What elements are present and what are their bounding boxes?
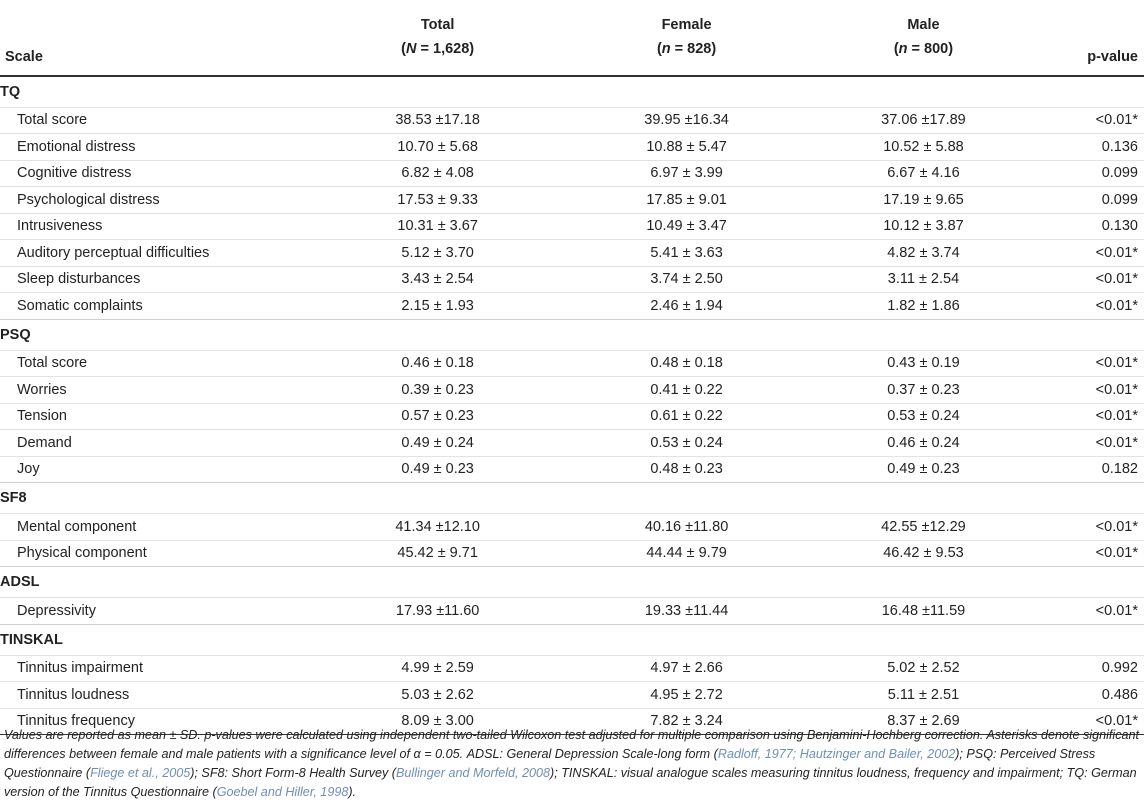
- cell-pvalue: <0.01*: [1036, 240, 1144, 267]
- cell-female: 44.44 ± 9.79: [562, 540, 811, 567]
- cell-pvalue: 0.130: [1036, 213, 1144, 240]
- table-row: [0, 598, 1144, 625]
- table-row: [0, 350, 1144, 377]
- cell-scale-label: Joy: [0, 456, 313, 483]
- table-row: [0, 377, 1144, 404]
- table-row: [0, 240, 1144, 267]
- cell-scale-label: Tinnitus impairment: [0, 655, 313, 682]
- cell-female: 40.16 ±11.80: [562, 514, 811, 541]
- cell-scale-label: Sleep disturbances: [0, 266, 313, 293]
- cell-scale-label: Demand: [0, 430, 313, 457]
- cell-total: 0.39 ± 0.23: [313, 377, 562, 404]
- cell-pvalue: 0.099: [1036, 187, 1144, 214]
- cell-female: 0.48 ± 0.18: [562, 350, 811, 377]
- cell-total: 10.31 ± 3.67: [313, 213, 562, 240]
- cell-male: 0.43 ± 0.19: [811, 350, 1036, 377]
- cell-male: 0.46 ± 0.24: [811, 430, 1036, 457]
- cell-pvalue: <0.01*: [1036, 266, 1144, 293]
- cell-female: 17.85 ± 9.01: [562, 187, 811, 214]
- header-male-n: (n = 800): [893, 41, 954, 57]
- cell-male: 46.42 ± 9.53: [811, 540, 1036, 567]
- cell-female: 5.41 ± 3.63: [562, 240, 811, 267]
- cell-male: 42.55 ±12.29: [811, 514, 1036, 541]
- header-female-label: Female: [661, 17, 712, 33]
- footnote-ref-radloff-hautzinger[interactable]: Radloff, 1977; Hautzinger and Bailer, 2002: [717, 747, 956, 761]
- header-total-n-symbol: N: [406, 41, 417, 57]
- table-footnote: [4, 726, 1140, 802]
- cell-scale-label: Depressivity: [0, 598, 313, 625]
- cell-total: 3.43 ± 2.54: [313, 266, 562, 293]
- cell-female: 3.74 ± 2.50: [562, 266, 811, 293]
- table-row: [0, 213, 1144, 240]
- table-row: [0, 514, 1144, 541]
- cell-scale-label: Auditory perceptual difficulties: [0, 240, 313, 267]
- cell-pvalue: <0.01*: [1036, 540, 1144, 567]
- table-row: [0, 266, 1144, 293]
- table-row: [0, 540, 1144, 567]
- cell-female: 0.41 ± 0.22: [562, 377, 811, 404]
- cell-male: 37.06 ±17.89: [811, 107, 1036, 134]
- table-row: [0, 430, 1144, 457]
- header-female-n-value: = 828): [670, 41, 717, 57]
- cell-male: 16.48 ±11.59: [811, 598, 1036, 625]
- cell-female: 6.97 ± 3.99: [562, 160, 811, 187]
- footnote-text-5: ).: [348, 785, 357, 799]
- cell-female: 10.49 ± 3.47: [562, 213, 811, 240]
- cell-male: 10.52 ± 5.88: [811, 134, 1036, 161]
- cell-female: 2.46 ± 1.94: [562, 293, 811, 320]
- cell-female: 7.82 ± 3.24: [562, 708, 811, 735]
- footnote-text-3: ); SF8: Short Form-8 Health Survey (: [190, 766, 396, 780]
- cell-male: 3.11 ± 2.54: [811, 266, 1036, 293]
- cell-female: 4.97 ± 2.66: [562, 655, 811, 682]
- cell-pvalue: <0.01*: [1036, 430, 1144, 457]
- cell-total: 4.99 ± 2.59: [313, 655, 562, 682]
- table-header-row: [0, 0, 1144, 76]
- cell-male: 6.67 ± 4.16: [811, 160, 1036, 187]
- header-female-n: (n = 828): [656, 41, 717, 57]
- cell-pvalue: <0.01*: [1036, 403, 1144, 430]
- cell-male: 17.19 ± 9.65: [811, 187, 1036, 214]
- header-total-n: (N = 1,628): [401, 41, 475, 57]
- header-male-label: Male: [907, 17, 940, 33]
- cell-scale-label: Mental component: [0, 514, 313, 541]
- footnote-text-4: ); TINSKAL: visual analogue scales measuring tinnitus loudness, frequency and impairment; TQ: German version of the Tinnitus Questionnaire (: [4, 766, 1137, 799]
- cell-female: 39.95 ±16.34: [562, 107, 811, 134]
- table-body: [0, 76, 1144, 735]
- table-row: [0, 107, 1144, 134]
- cell-pvalue: 0.099: [1036, 160, 1144, 187]
- table-row: [0, 655, 1144, 682]
- cell-scale-label: Tinnitus loudness: [0, 682, 313, 709]
- cell-total: 45.42 ± 9.71: [313, 540, 562, 567]
- cell-total: 0.46 ± 0.18: [313, 350, 562, 377]
- cell-total: 5.03 ± 2.62: [313, 682, 562, 709]
- cell-female: 0.61 ± 0.22: [562, 403, 811, 430]
- section-title: PSQ: [0, 319, 1144, 350]
- header-total: [313, 0, 562, 76]
- cell-pvalue: <0.01*: [1036, 293, 1144, 320]
- cell-scale-label: Psychological distress: [0, 187, 313, 214]
- cell-pvalue: <0.01*: [1036, 598, 1144, 625]
- cell-scale-label: Tinnitus frequency: [0, 708, 313, 735]
- cell-scale-label: Total score: [0, 350, 313, 377]
- table-row: [0, 403, 1144, 430]
- section-row: [0, 319, 1144, 350]
- cell-total: 38.53 ±17.18: [313, 107, 562, 134]
- table-row: [0, 160, 1144, 187]
- cell-pvalue: 0.992: [1036, 655, 1144, 682]
- cell-male: 0.53 ± 0.24: [811, 403, 1036, 430]
- cell-pvalue: 0.486: [1036, 682, 1144, 709]
- cell-total: 17.93 ±11.60: [313, 598, 562, 625]
- cell-total: 10.70 ± 5.68: [313, 134, 562, 161]
- header-scale: Scale: [5, 49, 43, 65]
- header-male: [811, 0, 1036, 76]
- cell-scale-label: Emotional distress: [0, 134, 313, 161]
- cell-male: 10.12 ± 3.87: [811, 213, 1036, 240]
- cell-male: 1.82 ± 1.86: [811, 293, 1036, 320]
- header-pvalue: p-value: [1087, 49, 1138, 65]
- footnote-ref-bullinger[interactable]: Bullinger and Morfeld, 2008: [396, 766, 551, 780]
- cell-scale-label: Intrusiveness: [0, 213, 313, 240]
- cell-scale-label: Cognitive distress: [0, 160, 313, 187]
- cell-pvalue: <0.01*: [1036, 708, 1144, 735]
- cell-pvalue: 0.182: [1036, 456, 1144, 483]
- cell-total: 8.09 ± 3.00: [313, 708, 562, 735]
- cell-female: 4.95 ± 2.72: [562, 682, 811, 709]
- cell-male: 8.37 ± 2.69: [811, 708, 1036, 735]
- header-total-label: Total: [420, 17, 455, 33]
- section-title: TQ: [0, 76, 1144, 107]
- cell-male: 0.49 ± 0.23: [811, 456, 1036, 483]
- cell-male: 4.82 ± 3.74: [811, 240, 1036, 267]
- cell-total: 0.49 ± 0.24: [313, 430, 562, 457]
- cell-total: 41.34 ±12.10: [313, 514, 562, 541]
- cell-female: 0.48 ± 0.23: [562, 456, 811, 483]
- cell-total: 6.82 ± 4.08: [313, 160, 562, 187]
- cell-total: 0.57 ± 0.23: [313, 403, 562, 430]
- cell-pvalue: 0.136: [1036, 134, 1144, 161]
- cell-pvalue: <0.01*: [1036, 514, 1144, 541]
- cell-scale-label: Tension: [0, 403, 313, 430]
- section-row: [0, 624, 1144, 655]
- cell-total: 2.15 ± 1.93: [313, 293, 562, 320]
- cell-pvalue: <0.01*: [1036, 107, 1144, 134]
- table-row: [0, 293, 1144, 320]
- header-male-n-symbol: n: [898, 41, 908, 57]
- cell-female: 10.88 ± 5.47: [562, 134, 811, 161]
- footnote-text-1: Values are reported as mean ± SD. p-values were calculated using independent two-tailed Wilcoxon test adjusted for multiple comparison using Benjamini-Hochberg correction. Asterisks denote significant differences between female and male patients with a significance level of α = 0.05. ADSL: General Depression Scale-long form (: [4, 728, 1139, 761]
- header-female: [562, 0, 811, 76]
- section-title: ADSL: [0, 567, 1144, 598]
- cell-pvalue: <0.01*: [1036, 350, 1144, 377]
- section-row: [0, 567, 1144, 598]
- cell-pvalue: <0.01*: [1036, 377, 1144, 404]
- section-title: SF8: [0, 483, 1144, 514]
- section-row: [0, 76, 1144, 107]
- cell-male: 5.02 ± 2.52: [811, 655, 1036, 682]
- cell-scale-label: Physical component: [0, 540, 313, 567]
- table-row: [0, 187, 1144, 214]
- cell-male: 0.37 ± 0.23: [811, 377, 1036, 404]
- cell-scale-label: Worries: [0, 377, 313, 404]
- cell-total: 5.12 ± 3.70: [313, 240, 562, 267]
- cell-scale-label: Somatic complaints: [0, 293, 313, 320]
- cell-male: 5.11 ± 2.51: [811, 682, 1036, 709]
- section-row: [0, 483, 1144, 514]
- footnote-ref-fliege[interactable]: Fliege et al., 2005: [90, 766, 191, 780]
- cell-female: 19.33 ±11.44: [562, 598, 811, 625]
- table-row: [0, 456, 1144, 483]
- header-male-n-value: = 800): [907, 41, 954, 57]
- table-row: [0, 682, 1144, 709]
- cell-scale-label: Total score: [0, 107, 313, 134]
- footnote-ref-goebel[interactable]: Goebel and Hiller, 1998: [216, 785, 349, 799]
- table-row: [0, 134, 1144, 161]
- header-total-n-value: = 1,628): [416, 41, 475, 57]
- cell-total: 17.53 ± 9.33: [313, 187, 562, 214]
- section-title: TINSKAL: [0, 624, 1144, 655]
- header-female-n-symbol: n: [661, 41, 671, 57]
- footnote-text-2: ); PSQ: Perceived Stress Questionnaire (: [4, 747, 1096, 780]
- cell-female: 0.53 ± 0.24: [562, 430, 811, 457]
- cell-total: 0.49 ± 0.23: [313, 456, 562, 483]
